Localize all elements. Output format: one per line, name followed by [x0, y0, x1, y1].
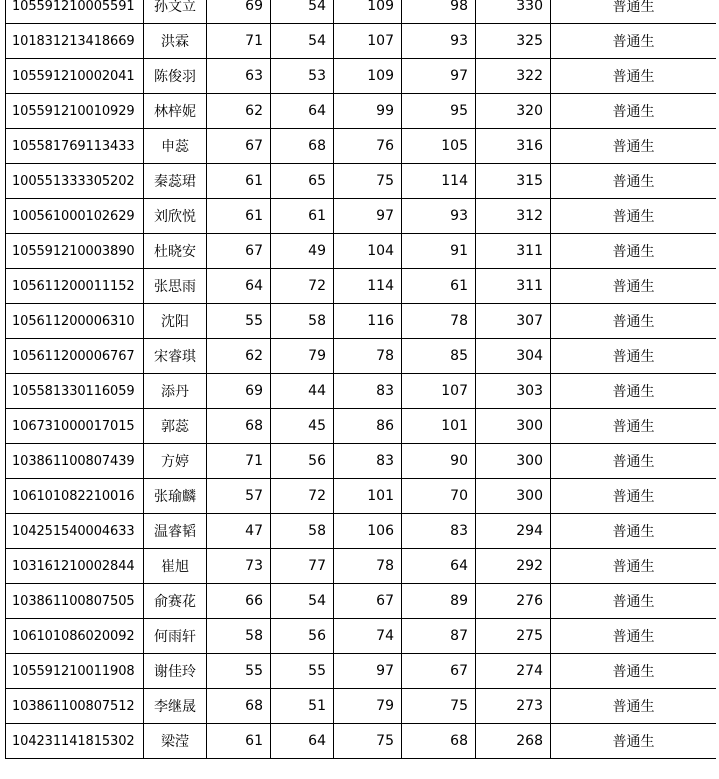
student-name-cell: 刘欣悦	[144, 199, 207, 234]
total-score-cell: 300	[476, 409, 551, 444]
score-subject2-cell: 61	[402, 269, 476, 304]
score-politics-cell: 62	[207, 94, 271, 129]
score-subject2-cell: 93	[402, 24, 476, 59]
student-name-cell: 张思雨	[144, 269, 207, 304]
table-row	[6, 479, 717, 514]
student-name-cell: 崔旭	[144, 549, 207, 584]
student-name-cell: 李继晟	[144, 689, 207, 724]
score-politics-cell: 55	[207, 304, 271, 339]
score-english-cell: 58	[271, 304, 334, 339]
exam-id-cell: 105581769113433	[6, 129, 144, 164]
total-score-cell: 268	[476, 724, 551, 759]
table-row	[6, 689, 717, 724]
student-name-cell: 谢佳玲	[144, 654, 207, 689]
score-english-cell: 55	[271, 654, 334, 689]
exam-id-cell: 105581330116059	[6, 374, 144, 409]
score-english-cell: 58	[271, 514, 334, 549]
score-english-cell: 49	[271, 234, 334, 269]
score-english-cell: 61	[271, 199, 334, 234]
score-english-cell: 44	[271, 374, 334, 409]
student-name-cell: 方婷	[144, 444, 207, 479]
score-subject1-cell: 99	[334, 94, 402, 129]
score-subject2-cell: 97	[402, 59, 476, 94]
score-politics-cell: 63	[207, 59, 271, 94]
admission-type-cell: 普通生	[551, 654, 717, 689]
total-score-cell: 303	[476, 374, 551, 409]
score-subject2-cell: 101	[402, 409, 476, 444]
total-score-cell: 274	[476, 654, 551, 689]
score-english-cell: 64	[271, 94, 334, 129]
score-politics-cell: 69	[207, 374, 271, 409]
score-subject1-cell: 74	[334, 619, 402, 654]
score-subject1-cell: 83	[334, 444, 402, 479]
admission-type-cell: 普通生	[551, 514, 717, 549]
score-subject1-cell: 104	[334, 234, 402, 269]
score-politics-cell: 58	[207, 619, 271, 654]
score-subject1-cell: 75	[334, 724, 402, 759]
exam-id-cell: 100561000102629	[6, 199, 144, 234]
admission-type-cell: 普通生	[551, 444, 717, 479]
score-english-cell: 54	[271, 584, 334, 619]
table-row	[6, 339, 717, 374]
score-politics-cell: 47	[207, 514, 271, 549]
exam-id-cell: 105591210005591	[6, 0, 144, 24]
student-name-cell: 梁滢	[144, 724, 207, 759]
score-subject1-cell: 97	[334, 199, 402, 234]
score-subject1-cell: 78	[334, 549, 402, 584]
score-subject2-cell: 68	[402, 724, 476, 759]
score-english-cell: 72	[271, 269, 334, 304]
admission-type-cell: 普通生	[551, 619, 717, 654]
student-name-cell: 宋睿琪	[144, 339, 207, 374]
score-politics-cell: 67	[207, 234, 271, 269]
score-subject1-cell: 75	[334, 164, 402, 199]
score-politics-cell: 61	[207, 164, 271, 199]
table-row	[6, 269, 717, 304]
score-english-cell: 65	[271, 164, 334, 199]
student-name-cell: 张瑜麟	[144, 479, 207, 514]
exam-id-cell: 103861100807512	[6, 689, 144, 724]
student-name-cell: 申蕊	[144, 129, 207, 164]
table-row	[6, 619, 717, 654]
table-row	[6, 549, 717, 584]
total-score-cell: 320	[476, 94, 551, 129]
admission-type-cell: 普通生	[551, 0, 717, 24]
student-name-cell: 沈阳	[144, 304, 207, 339]
score-english-cell: 79	[271, 339, 334, 374]
table-row	[6, 0, 717, 24]
score-subject2-cell: 64	[402, 549, 476, 584]
score-subject2-cell: 90	[402, 444, 476, 479]
total-score-cell: 307	[476, 304, 551, 339]
student-name-cell: 林梓妮	[144, 94, 207, 129]
admission-type-cell: 普通生	[551, 409, 717, 444]
admission-type-cell: 普通生	[551, 59, 717, 94]
student-name-cell: 俞赛花	[144, 584, 207, 619]
score-subject2-cell: 91	[402, 234, 476, 269]
total-score-cell: 311	[476, 234, 551, 269]
score-politics-cell: 62	[207, 339, 271, 374]
score-english-cell: 68	[271, 129, 334, 164]
student-name-cell: 陈俊羽	[144, 59, 207, 94]
student-name-cell: 添丹	[144, 374, 207, 409]
score-subject2-cell: 70	[402, 479, 476, 514]
score-subject1-cell: 107	[334, 24, 402, 59]
student-name-cell: 郭蕊	[144, 409, 207, 444]
table-row	[6, 374, 717, 409]
total-score-cell: 275	[476, 619, 551, 654]
table-row	[6, 164, 717, 199]
exam-id-cell: 105591210010929	[6, 94, 144, 129]
student-name-cell: 何雨轩	[144, 619, 207, 654]
admission-type-cell: 普通生	[551, 689, 717, 724]
score-politics-cell: 73	[207, 549, 271, 584]
total-score-cell: 325	[476, 24, 551, 59]
exam-id-cell: 106101082210016	[6, 479, 144, 514]
score-politics-cell: 61	[207, 199, 271, 234]
exam-id-cell: 105591210011908	[6, 654, 144, 689]
table-body	[6, 0, 717, 759]
student-name-cell: 孙文立	[144, 0, 207, 24]
table-row	[6, 94, 717, 129]
score-subject1-cell: 79	[334, 689, 402, 724]
score-english-cell: 51	[271, 689, 334, 724]
score-subject1-cell: 78	[334, 339, 402, 374]
score-subject2-cell: 87	[402, 619, 476, 654]
score-subject1-cell: 114	[334, 269, 402, 304]
score-english-cell: 56	[271, 619, 334, 654]
exam-id-cell: 104231141815302	[6, 724, 144, 759]
exam-id-cell: 105611200011152	[6, 269, 144, 304]
score-subject1-cell: 86	[334, 409, 402, 444]
exam-id-cell: 105591210002041	[6, 59, 144, 94]
total-score-cell: 316	[476, 129, 551, 164]
exam-id-cell: 101831213418669	[6, 24, 144, 59]
score-english-cell: 72	[271, 479, 334, 514]
score-politics-cell: 67	[207, 129, 271, 164]
admission-type-cell: 普通生	[551, 24, 717, 59]
table-row	[6, 654, 717, 689]
admission-type-cell: 普通生	[551, 549, 717, 584]
admission-type-cell: 普通生	[551, 724, 717, 759]
score-subject1-cell: 76	[334, 129, 402, 164]
student-name-cell: 洪霖	[144, 24, 207, 59]
table-row	[6, 409, 717, 444]
total-score-cell: 273	[476, 689, 551, 724]
score-politics-cell: 55	[207, 654, 271, 689]
table-row	[6, 129, 717, 164]
exam-id-cell: 106731000017015	[6, 409, 144, 444]
total-score-cell: 300	[476, 479, 551, 514]
exam-id-cell: 103161210002844	[6, 549, 144, 584]
score-subject2-cell: 75	[402, 689, 476, 724]
table-row	[6, 584, 717, 619]
score-english-cell: 54	[271, 24, 334, 59]
total-score-cell: 311	[476, 269, 551, 304]
table-row	[6, 199, 717, 234]
score-subject1-cell: 109	[334, 59, 402, 94]
exam-id-cell: 106101086020092	[6, 619, 144, 654]
exam-id-cell: 103861100807439	[6, 444, 144, 479]
total-score-cell: 330	[476, 0, 551, 24]
score-english-cell: 53	[271, 59, 334, 94]
score-subject1-cell: 83	[334, 374, 402, 409]
admission-type-cell: 普通生	[551, 269, 717, 304]
score-politics-cell: 71	[207, 444, 271, 479]
score-subject2-cell: 105	[402, 129, 476, 164]
admission-type-cell: 普通生	[551, 339, 717, 374]
admission-type-cell: 普通生	[551, 164, 717, 199]
table-row	[6, 234, 717, 269]
exam-id-cell: 105591210003890	[6, 234, 144, 269]
score-subject2-cell: 93	[402, 199, 476, 234]
table-row	[6, 514, 717, 549]
score-subject1-cell: 101	[334, 479, 402, 514]
table-row	[6, 304, 717, 339]
score-subject2-cell: 107	[402, 374, 476, 409]
score-english-cell: 54	[271, 0, 334, 24]
score-subject1-cell: 67	[334, 584, 402, 619]
score-politics-cell: 57	[207, 479, 271, 514]
total-score-cell: 292	[476, 549, 551, 584]
score-politics-cell: 68	[207, 409, 271, 444]
admission-type-cell: 普通生	[551, 584, 717, 619]
score-english-cell: 64	[271, 724, 334, 759]
score-subject2-cell: 78	[402, 304, 476, 339]
score-table	[5, 0, 716, 759]
table-row	[6, 724, 717, 759]
total-score-cell: 300	[476, 444, 551, 479]
score-subject1-cell: 106	[334, 514, 402, 549]
table-row	[6, 24, 717, 59]
student-name-cell: 秦蕊珺	[144, 164, 207, 199]
admission-type-cell: 普通生	[551, 199, 717, 234]
admission-type-cell: 普通生	[551, 129, 717, 164]
score-subject1-cell: 97	[334, 654, 402, 689]
score-politics-cell: 61	[207, 724, 271, 759]
admission-type-cell: 普通生	[551, 234, 717, 269]
score-politics-cell: 64	[207, 269, 271, 304]
score-subject2-cell: 114	[402, 164, 476, 199]
total-score-cell: 276	[476, 584, 551, 619]
exam-id-cell: 105611200006767	[6, 339, 144, 374]
score-subject2-cell: 89	[402, 584, 476, 619]
total-score-cell: 322	[476, 59, 551, 94]
score-subject2-cell: 85	[402, 339, 476, 374]
score-politics-cell: 71	[207, 24, 271, 59]
score-politics-cell: 68	[207, 689, 271, 724]
admission-type-cell: 普通生	[551, 94, 717, 129]
total-score-cell: 312	[476, 199, 551, 234]
score-subject2-cell: 67	[402, 654, 476, 689]
student-name-cell: 温睿韬	[144, 514, 207, 549]
score-subject2-cell: 83	[402, 514, 476, 549]
exam-id-cell: 103861100807505	[6, 584, 144, 619]
total-score-cell: 304	[476, 339, 551, 374]
score-politics-cell: 69	[207, 0, 271, 24]
admission-type-cell: 普通生	[551, 304, 717, 339]
score-subject2-cell: 95	[402, 94, 476, 129]
admission-type-cell: 普通生	[551, 374, 717, 409]
score-subject2-cell: 98	[402, 0, 476, 24]
total-score-cell: 294	[476, 514, 551, 549]
score-english-cell: 77	[271, 549, 334, 584]
score-english-cell: 56	[271, 444, 334, 479]
exam-id-cell: 100551333305202	[6, 164, 144, 199]
score-subject1-cell: 109	[334, 0, 402, 24]
student-name-cell: 杜晓安	[144, 234, 207, 269]
score-table-sheet	[5, 0, 716, 775]
exam-id-cell: 105611200006310	[6, 304, 144, 339]
exam-id-cell: 104251540004633	[6, 514, 144, 549]
score-politics-cell: 66	[207, 584, 271, 619]
score-subject1-cell: 116	[334, 304, 402, 339]
table-row	[6, 59, 717, 94]
score-english-cell: 45	[271, 409, 334, 444]
total-score-cell: 315	[476, 164, 551, 199]
table-row	[6, 444, 717, 479]
admission-type-cell: 普通生	[551, 479, 717, 514]
